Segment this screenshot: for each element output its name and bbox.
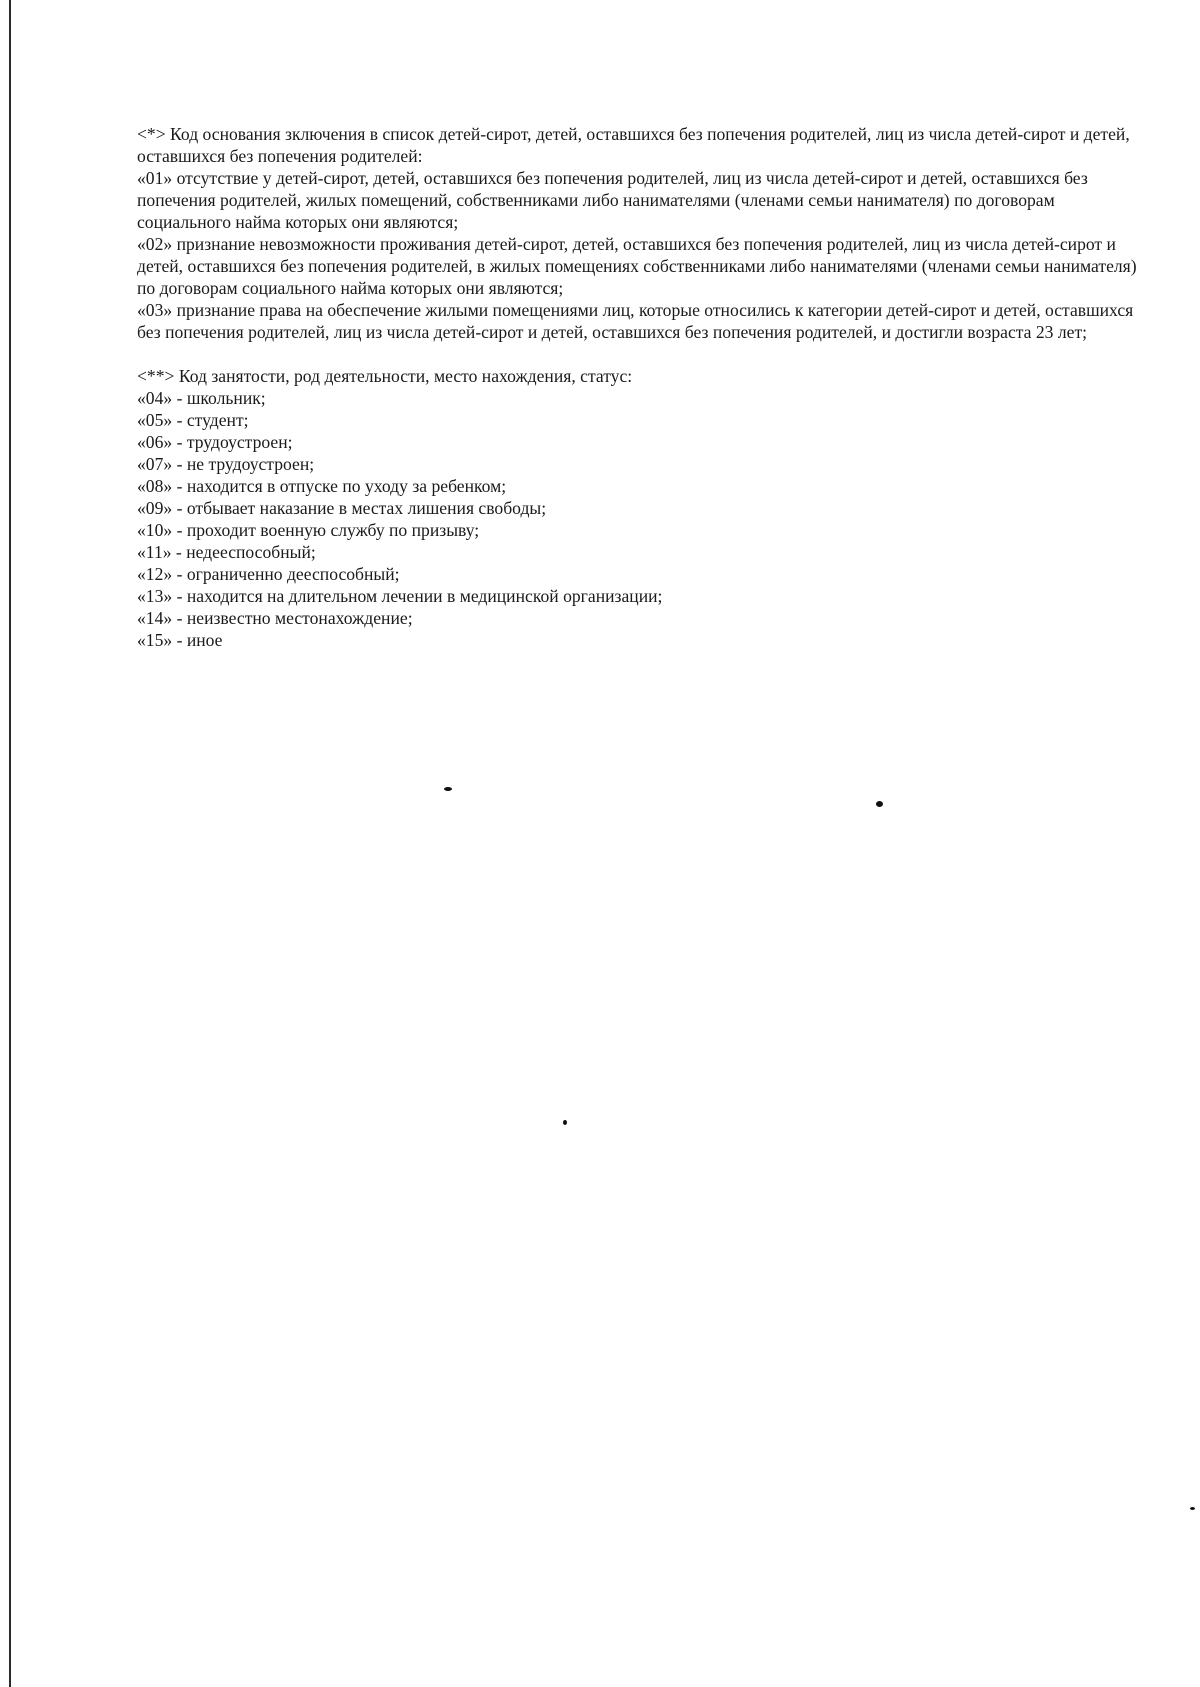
code-item: «02» признание невозможности проживания детей-сирот, детей, оставшихся без попечения родителей, лиц из числа детей-сирот и детей, оставшихся без попечения родителей, в жилых помещениях собственниками либо нанимателями (членами семьи нанимателя) по договорам социального найма которых они являются; bbox=[137, 234, 1137, 298]
scan-speck bbox=[1190, 1507, 1195, 1510]
occupation-code-list bbox=[137, 387, 1137, 651]
list-item: «10» - проходит военную службу по призыву; bbox=[137, 520, 480, 540]
footnote-intro: <**> Код занятости, род деятельности, место нахождения, статус: bbox=[137, 366, 633, 386]
list-item: «12» - ограниченно дееспособный; bbox=[137, 564, 400, 584]
scan-speck bbox=[876, 801, 883, 807]
list-item: «14» - неизвестно местонахождение; bbox=[137, 608, 413, 628]
footnote-intro: <*> Код основания зключения в список детей-сирот, детей, оставшихся без попечения родителей, лиц из числа детей-сирот и детей, оставшихся без попечения родителей: bbox=[137, 124, 1130, 166]
page-margin-line bbox=[9, 0, 11, 1687]
footnote-occupation-codes bbox=[137, 365, 1137, 651]
list-item: «06» - трудоустроен; bbox=[137, 432, 293, 452]
code-item: «01» отсутствие у детей-сирот, детей, оставшихся без попечения родителей, лиц из числа детей-сирот и детей, оставшихся без попечения родителей, жилых помещений, собственниками либо нанимателями (членами семьи нанимателя) по договорам социального найма которых они являются; bbox=[137, 168, 1088, 232]
code-item: «03» признание права на обеспечение жилыми помещениями лиц, которые относились к категории детей-сирот и детей, оставшихся без попечения родителей, лиц из числа детей-сирот и детей, оставшихся без попечения родителей, и достигли возраста 23 лет; bbox=[137, 300, 1134, 342]
list-item: «04» - школьник; bbox=[137, 388, 266, 408]
list-item: «13» - находится на длительном лечении в медицинской организации; bbox=[137, 586, 663, 606]
list-item: «11» - недееспособный; bbox=[137, 542, 316, 562]
list-item: «07» - не трудоустроен; bbox=[137, 454, 315, 474]
footnote-residence-codes bbox=[137, 123, 1137, 343]
list-item: «15» - иное bbox=[137, 630, 223, 650]
spacer bbox=[137, 343, 1137, 365]
scan-speck bbox=[563, 1120, 567, 1125]
document-body bbox=[137, 123, 1137, 651]
list-item: «05» - студент; bbox=[137, 410, 249, 430]
list-item: «08» - находится в отпуске по уходу за ребенком; bbox=[137, 476, 507, 496]
list-item: «09» - отбывает наказание в местах лишения свободы; bbox=[137, 498, 547, 518]
scan-speck bbox=[444, 787, 452, 791]
